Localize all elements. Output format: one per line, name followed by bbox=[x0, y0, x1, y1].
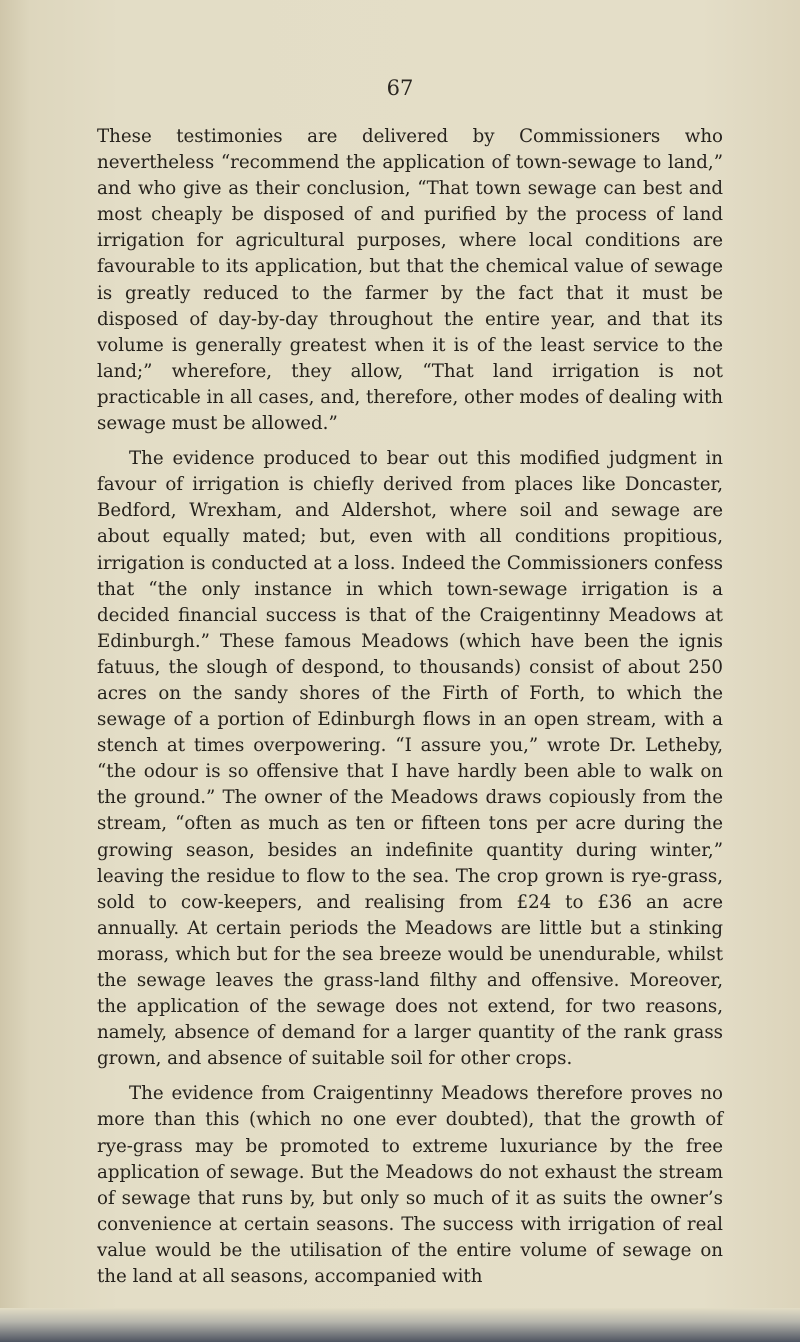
paragraph-testimonies: These testimonies are delivered by Commissioners who nevertheless “recommend the application of town-sewage to land,” and who give as their conclusion, “That town sewage can best and most cheaply be disposed of and purified by the process of land irrigation for agricultural purposes, where local conditions are favourable to its application, but that the chemical value of sewage is greatly reduced to the farmer by the fact that it must be disposed of day-by-day throughout the entire year, and that its volume is generally greatest when it is of the least service to the land;” wherefore, they allow, “That land irrigation is not practicable in all cases, and, therefore, other modes of dealing with sewage must be allowed.” bbox=[97, 126, 723, 435]
paragraph-craigentinny-conclusion: The evidence from Craigentinny Meadows therefore proves no more than this (which no one ever doubted), that the growth of rye-grass may be promoted to extreme luxuriance by the free application of sewage. But the Meadows do not exhaust the stream of sewage that runs by, but only so much of it as suits the owner’s convenience at certain seasons. The success with irrigation of real value would be the utilisation of the entire volume of sewage on the land at all seasons, accompanied with bbox=[97, 1083, 723, 1288]
paragraph-evidence-irrigation: The evidence produced to bear out this modified judgment in favour of irrigation is chiefly derived from places like Doncaster, Bedford, Wrexham, and Aldershot, where soil and sewage are about equally mated; but, even with all conditions propitious, irrigation is conducted at a loss. Indeed the Commissioners confess that “the only instance in which town-sewage irrigation is a decided financial success is that of the Craigentinny Meadows at Edinburgh.” These famous Meadows (which have been the ignis fatuus, the slough of despond, to thousands) consist of about 250 acres on the sandy shores of the Firth of Forth, to which the sewage of a portion of Edinburgh flows in an open stream, with a stench at times overpowering. “I assure you,” wrote Dr. Letheby, “the odour is so offensive that I have hardly been able to walk on the ground.” The owner of the Meadows draws copiously from the stream, “often as much as ten or fifteen tons per acre during the growing season, besides an indefinite quantity during winter,” leaving the residue to flow to the sea. The crop grown is rye-grass, sold to cow-keepers, and realising from £24 to £36 an acre annually. At certain periods the Meadows are little but a stinking morass, which but for the sea breeze would be unendurable, whilst the sewage leaves the grass-land filthy and offensive. Moreover, the application of the sewage does not extend, for two reasons, namely, absence of demand for a larger quantity of the rank grass grown, and absence of suitable soil for other crops. bbox=[97, 448, 723, 1070]
scan-edge bbox=[0, 1308, 800, 1342]
body-text bbox=[97, 124, 723, 1290]
page-number: 67 bbox=[386, 76, 414, 100]
